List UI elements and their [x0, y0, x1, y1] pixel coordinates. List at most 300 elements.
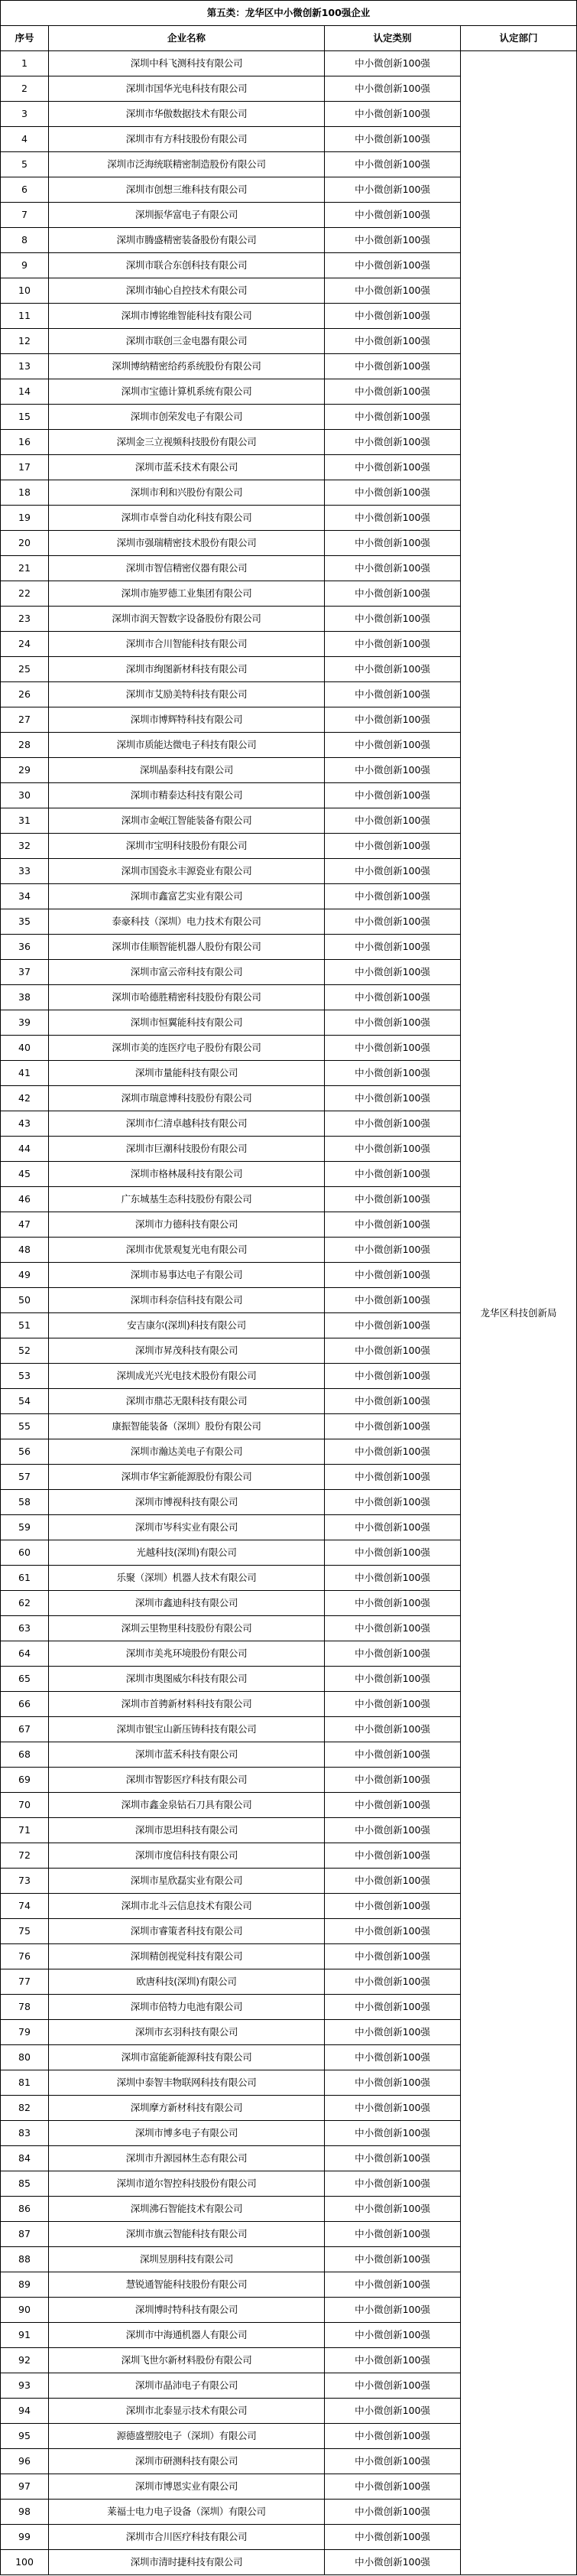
category-cell: 中小微创新100强	[325, 884, 461, 909]
row-index: 3	[1, 102, 49, 127]
company-name: 深圳市精泰达科技有限公司	[49, 783, 325, 808]
category-cell: 中小微创新100强	[325, 1465, 461, 1490]
company-name: 深圳市北斗云信息技术有限公司	[49, 1894, 325, 1919]
category-cell: 中小微创新100强	[325, 1414, 461, 1439]
row-index: 91	[1, 2323, 49, 2348]
row-index: 35	[1, 909, 49, 935]
company-name: 深圳市北泰显示技术有限公司	[49, 2399, 325, 2424]
category-cell: 中小微创新100强	[325, 2020, 461, 2045]
company-name: 深圳市利和兴股份有限公司	[49, 480, 325, 506]
row-index: 20	[1, 531, 49, 556]
category-cell: 中小微创新100强	[325, 2045, 461, 2070]
company-name: 深圳中泰智丰物联网科技有限公司	[49, 2070, 325, 2096]
row-index: 61	[1, 1566, 49, 1591]
category-cell: 中小微创新100强	[325, 480, 461, 506]
row-index: 32	[1, 834, 49, 859]
company-name: 深圳市宝德计算机系统有限公司	[49, 379, 325, 405]
company-name: 深圳市中海通机器人有限公司	[49, 2323, 325, 2348]
category-cell: 中小微创新100强	[325, 102, 461, 127]
category-cell: 中小微创新100强	[325, 1288, 461, 1313]
company-name: 深圳市润天智数字设备股份有限公司	[49, 607, 325, 632]
company-name: 深圳市易事达电子有限公司	[49, 1263, 325, 1288]
row-index: 73	[1, 1869, 49, 1894]
category-cell: 中小微创新100强	[325, 1010, 461, 1036]
category-cell: 中小微创新100强	[325, 2474, 461, 2500]
company-name: 深圳市强瑞精密技术股份有限公司	[49, 531, 325, 556]
company-name: 深圳市鑫迪科技有限公司	[49, 1591, 325, 1616]
company-name: 深圳市度信科技有限公司	[49, 1843, 325, 1869]
header-row	[1, 26, 577, 51]
row-index: 94	[1, 2399, 49, 2424]
row-index: 89	[1, 2272, 49, 2298]
category-cell: 中小微创新100强	[325, 733, 461, 758]
row-index: 93	[1, 2373, 49, 2399]
row-index: 69	[1, 1768, 49, 1793]
category-cell: 中小微创新100强	[325, 253, 461, 278]
row-index: 41	[1, 1061, 49, 1086]
row-index: 55	[1, 1414, 49, 1439]
company-name: 深圳精创视觉科技有限公司	[49, 1944, 325, 1969]
company-name: 深圳市博视科技有限公司	[49, 1490, 325, 1515]
row-index: 96	[1, 2449, 49, 2474]
row-index: 87	[1, 2222, 49, 2247]
company-name: 深圳市鼎芯无限科技有限公司	[49, 1389, 325, 1414]
company-name: 深圳振华富电子有限公司	[49, 203, 325, 228]
category-cell: 中小微创新100强	[325, 2096, 461, 2121]
company-name: 泰豪科技（深圳）电力技术有限公司	[49, 909, 325, 935]
category-cell: 中小微创新100强	[325, 506, 461, 531]
row-index: 15	[1, 405, 49, 430]
company-name: 深圳沸石智能技术有限公司	[49, 2197, 325, 2222]
row-index: 60	[1, 1540, 49, 1566]
table-title: 第五类：龙华区中小微创新100强企业	[1, 1, 577, 26]
row-index: 65	[1, 1667, 49, 1692]
row-index: 44	[1, 1137, 49, 1162]
row-index: 16	[1, 430, 49, 455]
company-name: 深圳昱朋科技有限公司	[49, 2247, 325, 2272]
company-name: 深圳市旗云智能科技有限公司	[49, 2222, 325, 2247]
category-cell: 中小微创新100强	[325, 935, 461, 960]
title-row	[1, 1, 577, 26]
row-index: 86	[1, 2197, 49, 2222]
company-name: 深圳市有方科技股份有限公司	[49, 127, 325, 152]
row-index: 88	[1, 2247, 49, 2272]
category-cell: 中小微创新100强	[325, 1818, 461, 1843]
company-name: 深圳市智信精密仪器有限公司	[49, 556, 325, 581]
row-index: 92	[1, 2348, 49, 2373]
category-cell: 中小微创新100强	[325, 2323, 461, 2348]
row-index: 79	[1, 2020, 49, 2045]
row-index: 6	[1, 177, 49, 203]
row-index: 98	[1, 2500, 49, 2525]
category-cell: 中小微创新100强	[325, 1036, 461, 1061]
row-index: 66	[1, 1692, 49, 1717]
category-cell: 中小微创新100强	[325, 51, 461, 76]
row-index: 63	[1, 1616, 49, 1641]
row-index: 75	[1, 1919, 49, 1944]
row-index: 77	[1, 1969, 49, 1995]
row-index: 9	[1, 253, 49, 278]
company-name: 深圳市国瓷永丰源瓷业有限公司	[49, 859, 325, 884]
company-name: 深圳市佳顺智能机器人股份有限公司	[49, 935, 325, 960]
row-index: 56	[1, 1439, 49, 1465]
category-cell: 中小微创新100强	[325, 960, 461, 985]
company-name: 深圳市国华光电科技有限公司	[49, 76, 325, 102]
row-index: 8	[1, 228, 49, 253]
row-index: 30	[1, 783, 49, 808]
company-name: 深圳博时特科技有限公司	[49, 2298, 325, 2323]
row-index: 31	[1, 808, 49, 834]
company-name: 深圳市首骋新材料科技有限公司	[49, 1692, 325, 1717]
company-name: 深圳市昇茂科技有限公司	[49, 1338, 325, 1364]
row-index: 80	[1, 2045, 49, 2070]
category-cell: 中小微创新100强	[325, 682, 461, 707]
category-cell: 中小微创新100强	[325, 228, 461, 253]
company-name: 深圳市腾盛精密装备股份有限公司	[49, 228, 325, 253]
category-cell: 中小微创新100强	[325, 985, 461, 1010]
category-cell: 中小微创新100强	[325, 1162, 461, 1187]
category-cell: 中小微创新100强	[325, 1894, 461, 1919]
company-name: 深圳市施罗德工业集团有限公司	[49, 581, 325, 607]
row-index: 70	[1, 1793, 49, 1818]
company-name: 深圳市道尔智控科技股份有限公司	[49, 2171, 325, 2197]
category-cell: 中小微创新100强	[325, 1389, 461, 1414]
category-cell: 中小微创新100强	[325, 1641, 461, 1667]
category-cell: 中小微创新100强	[325, 1490, 461, 1515]
company-name: 深圳市富云帝科技有限公司	[49, 960, 325, 985]
row-index: 19	[1, 506, 49, 531]
row-index: 62	[1, 1591, 49, 1616]
row-index: 54	[1, 1389, 49, 1414]
company-name: 深圳市博辉特科技有限公司	[49, 707, 325, 733]
row-index: 57	[1, 1465, 49, 1490]
category-cell: 中小微创新100强	[325, 2146, 461, 2171]
category-cell: 中小微创新100强	[325, 632, 461, 657]
company-name: 深圳市鑫金泉钻石刀具有限公司	[49, 1793, 325, 1818]
category-cell: 中小微创新100强	[325, 1969, 461, 1995]
company-name: 深圳云里物里科技股份有限公司	[49, 1616, 325, 1641]
category-cell: 中小微创新100强	[325, 1238, 461, 1263]
company-name: 莱福士电力电子设备（深圳）有限公司	[49, 2500, 325, 2525]
row-index: 97	[1, 2474, 49, 2500]
row-index: 13	[1, 354, 49, 379]
company-name: 深圳市哈德胜精密科技股份有限公司	[49, 985, 325, 1010]
category-cell: 中小微创新100强	[325, 1137, 461, 1162]
company-name: 深圳市质能达微电子科技有限公司	[49, 733, 325, 758]
company-name: 深圳市巨潮科技股份有限公司	[49, 1137, 325, 1162]
row-index: 51	[1, 1313, 49, 1338]
company-name: 深圳市研测科技有限公司	[49, 2449, 325, 2474]
department-cell: 龙华区科技创新局	[461, 51, 577, 2575]
row-index: 74	[1, 1894, 49, 1919]
category-cell: 中小微创新100强	[325, 2222, 461, 2247]
category-cell: 中小微创新100强	[325, 455, 461, 480]
company-name: 深圳市力德科技有限公司	[49, 1212, 325, 1238]
category-cell: 中小微创新100强	[325, 1212, 461, 1238]
category-cell: 中小微创新100强	[325, 1338, 461, 1364]
category-cell: 中小微创新100强	[325, 2272, 461, 2298]
category-cell: 中小微创新100强	[325, 707, 461, 733]
category-cell: 中小微创新100强	[325, 859, 461, 884]
company-name: 深圳市华宝新能源股份有限公司	[49, 1465, 325, 1490]
company-name: 深圳市创想三维科技有限公司	[49, 177, 325, 203]
company-name: 深圳市金岷江智能装备有限公司	[49, 808, 325, 834]
row-index: 26	[1, 682, 49, 707]
company-name: 康振智能装备（深圳）股份有限公司	[49, 1414, 325, 1439]
category-cell: 中小微创新100强	[325, 556, 461, 581]
company-name: 深圳市星欣磊实业有限公司	[49, 1869, 325, 1894]
category-cell: 中小微创新100强	[325, 581, 461, 607]
company-name: 深圳市博多电子有限公司	[49, 2121, 325, 2146]
row-index: 17	[1, 455, 49, 480]
category-cell: 中小微创新100强	[325, 2298, 461, 2323]
company-name: 深圳市仁清卓越科技有限公司	[49, 1111, 325, 1137]
company-name: 深圳市睿策者科技有限公司	[49, 1919, 325, 1944]
row-index: 23	[1, 607, 49, 632]
category-cell: 中小微创新100强	[325, 177, 461, 203]
category-cell: 中小微创新100强	[325, 1061, 461, 1086]
category-cell: 中小微创新100强	[325, 1591, 461, 1616]
row-index: 14	[1, 379, 49, 405]
company-name: 光越科技(深圳)有限公司	[49, 1540, 325, 1566]
row-index: 11	[1, 304, 49, 329]
company-name: 深圳市美兆环境股份有限公司	[49, 1641, 325, 1667]
row-index: 67	[1, 1717, 49, 1742]
company-name: 深圳市富能新能源科技有限公司	[49, 2045, 325, 2070]
row-index: 4	[1, 127, 49, 152]
row-index: 71	[1, 1818, 49, 1843]
row-index: 25	[1, 657, 49, 682]
company-name: 深圳市卓誉自动化科技有限公司	[49, 506, 325, 531]
company-name: 深圳市晶沛电子有限公司	[49, 2373, 325, 2399]
category-cell: 中小微创新100强	[325, 834, 461, 859]
category-cell: 中小微创新100强	[325, 1086, 461, 1111]
company-name: 深圳市华傲数据技术有限公司	[49, 102, 325, 127]
company-name: 广东城基生态科技股份有限公司	[49, 1187, 325, 1212]
category-cell: 中小微创新100强	[325, 1793, 461, 1818]
company-name: 源德盛塑胶电子（深圳）有限公司	[49, 2424, 325, 2449]
row-index: 5	[1, 152, 49, 177]
company-name: 深圳市鑫富艺实业有限公司	[49, 884, 325, 909]
row-index: 52	[1, 1338, 49, 1364]
company-name: 深圳市联创三金电器有限公司	[49, 329, 325, 354]
category-cell: 中小微创新100强	[325, 1869, 461, 1894]
company-name: 深圳市泛海统联精密制造股份有限公司	[49, 152, 325, 177]
company-name: 深圳市艾励美特科技有限公司	[49, 682, 325, 707]
category-cell: 中小微创新100强	[325, 2070, 461, 2096]
company-name: 深圳市瀚达美电子有限公司	[49, 1439, 325, 1465]
company-name: 深圳摩方新材科技有限公司	[49, 2096, 325, 2121]
company-name: 深圳市思坦科技有限公司	[49, 1818, 325, 1843]
category-cell: 中小微创新100强	[325, 379, 461, 405]
category-cell: 中小微创新100强	[325, 2550, 461, 2575]
row-index: 76	[1, 1944, 49, 1969]
row-index: 18	[1, 480, 49, 506]
category-cell: 中小微创新100强	[325, 1540, 461, 1566]
row-index: 85	[1, 2171, 49, 2197]
company-name: 深圳市智影医疗科技有限公司	[49, 1768, 325, 1793]
company-name: 安吉康尔(深圳)科技有限公司	[49, 1313, 325, 1338]
row-index: 34	[1, 884, 49, 909]
category-cell: 中小微创新100强	[325, 808, 461, 834]
row-index: 49	[1, 1263, 49, 1288]
row-index: 82	[1, 2096, 49, 2121]
category-cell: 中小微创新100强	[325, 607, 461, 632]
company-name: 深圳市升源园林生态有限公司	[49, 2146, 325, 2171]
row-index: 38	[1, 985, 49, 1010]
category-cell: 中小微创新100强	[325, 1944, 461, 1969]
company-name: 深圳市瑞意博科技股份有限公司	[49, 1086, 325, 1111]
category-cell: 中小微创新100强	[325, 1111, 461, 1137]
company-name: 深圳市科奈信科技有限公司	[49, 1288, 325, 1313]
company-name: 深圳金三立视频科技股份有限公司	[49, 430, 325, 455]
row-index: 10	[1, 278, 49, 304]
company-name: 深圳中科飞测科技有限公司	[49, 51, 325, 76]
row-index: 90	[1, 2298, 49, 2323]
company-name: 深圳市合川智能科技有限公司	[49, 632, 325, 657]
category-cell: 中小微创新100强	[325, 2247, 461, 2272]
category-cell: 中小微创新100强	[325, 1742, 461, 1768]
row-index: 36	[1, 935, 49, 960]
row-index: 1	[1, 51, 49, 76]
row-index: 48	[1, 1238, 49, 1263]
row-index: 59	[1, 1515, 49, 1540]
row-index: 39	[1, 1010, 49, 1036]
company-name: 深圳晶泰科技有限公司	[49, 758, 325, 783]
row-index: 22	[1, 581, 49, 607]
category-cell: 中小微创新100强	[325, 430, 461, 455]
row-index: 42	[1, 1086, 49, 1111]
company-name: 慧锐通智能科技股份有限公司	[49, 2272, 325, 2298]
category-cell: 中小微创新100强	[325, 1919, 461, 1944]
category-cell: 中小微创新100强	[325, 1263, 461, 1288]
row-index: 50	[1, 1288, 49, 1313]
row-index: 12	[1, 329, 49, 354]
row-index: 99	[1, 2525, 49, 2550]
row-index: 24	[1, 632, 49, 657]
company-name: 深圳市清时捷科技有限公司	[49, 2550, 325, 2575]
category-cell: 中小微创新100强	[325, 1439, 461, 1465]
category-cell: 中小微创新100强	[325, 2121, 461, 2146]
row-index: 7	[1, 203, 49, 228]
row-index: 53	[1, 1364, 49, 1389]
row-index: 84	[1, 2146, 49, 2171]
category-cell: 中小微创新100强	[325, 1364, 461, 1389]
row-index: 47	[1, 1212, 49, 1238]
category-cell: 中小微创新100强	[325, 1692, 461, 1717]
category-cell: 中小微创新100强	[325, 329, 461, 354]
header-department: 认定部门	[461, 26, 577, 51]
category-cell: 中小微创新100强	[325, 304, 461, 329]
company-name: 深圳市博恩实业有限公司	[49, 2474, 325, 2500]
category-cell: 中小微创新100强	[325, 2525, 461, 2550]
row-index: 29	[1, 758, 49, 783]
row-index: 27	[1, 707, 49, 733]
company-name: 深圳市量能科技有限公司	[49, 1061, 325, 1086]
category-cell: 中小微创新100强	[325, 783, 461, 808]
header-index: 序号	[1, 26, 49, 51]
category-cell: 中小微创新100强	[325, 2399, 461, 2424]
row-index: 45	[1, 1162, 49, 1187]
company-name: 深圳市恒翼能科技有限公司	[49, 1010, 325, 1036]
category-cell: 中小微创新100强	[325, 1843, 461, 1869]
category-cell: 中小微创新100强	[325, 2449, 461, 2474]
table-row	[1, 51, 577, 76]
company-name: 深圳市绚图新材科技有限公司	[49, 657, 325, 682]
row-index: 64	[1, 1641, 49, 1667]
category-cell: 中小微创新100强	[325, 2348, 461, 2373]
company-name: 深圳市奥图威尔科技有限公司	[49, 1667, 325, 1692]
company-name: 深圳市蓝禾技术有限公司	[49, 455, 325, 480]
category-cell: 中小微创新100强	[325, 531, 461, 556]
row-index: 68	[1, 1742, 49, 1768]
row-index: 2	[1, 76, 49, 102]
category-cell: 中小微创新100强	[325, 2373, 461, 2399]
company-name: 深圳市创荣发电子有限公司	[49, 405, 325, 430]
company-name: 深圳市合川医疗科技有限公司	[49, 2525, 325, 2550]
category-cell: 中小微创新100强	[325, 1187, 461, 1212]
category-cell: 中小微创新100强	[325, 1515, 461, 1540]
company-name: 深圳飞世尔新材料股份有限公司	[49, 2348, 325, 2373]
row-index: 37	[1, 960, 49, 985]
company-name: 深圳博纳精密给药系统股份有限公司	[49, 354, 325, 379]
company-name: 深圳市格林晟科技有限公司	[49, 1162, 325, 1187]
row-index: 43	[1, 1111, 49, 1137]
company-name: 深圳市银宝山新压铸科技有限公司	[49, 1717, 325, 1742]
row-index: 78	[1, 1995, 49, 2020]
category-cell: 中小微创新100强	[325, 1667, 461, 1692]
company-name: 深圳成光兴光电技术股份有限公司	[49, 1364, 325, 1389]
company-name: 深圳市蓝禾科技有限公司	[49, 1742, 325, 1768]
category-cell: 中小微创新100强	[325, 657, 461, 682]
company-name: 深圳市轴心自控技术有限公司	[49, 278, 325, 304]
company-name: 深圳市倍特力电池有限公司	[49, 1995, 325, 2020]
row-index: 58	[1, 1490, 49, 1515]
table-body	[1, 51, 577, 2575]
category-cell: 中小微创新100强	[325, 1313, 461, 1338]
row-index: 46	[1, 1187, 49, 1212]
category-cell: 中小微创新100强	[325, 127, 461, 152]
category-cell: 中小微创新100强	[325, 1717, 461, 1742]
category-cell: 中小微创新100强	[325, 278, 461, 304]
row-index: 21	[1, 556, 49, 581]
row-index: 95	[1, 2424, 49, 2449]
category-cell: 中小微创新100强	[325, 1768, 461, 1793]
category-cell: 中小微创新100强	[325, 2171, 461, 2197]
category-cell: 中小微创新100强	[325, 1566, 461, 1591]
category-cell: 中小微创新100强	[325, 203, 461, 228]
row-index: 33	[1, 859, 49, 884]
category-cell: 中小微创新100强	[325, 1995, 461, 2020]
company-name: 深圳市优景观复光电有限公司	[49, 1238, 325, 1263]
company-name: 深圳市宝明科技股份有限公司	[49, 834, 325, 859]
company-name: 深圳市博铭维智能科技有限公司	[49, 304, 325, 329]
row-index: 81	[1, 2070, 49, 2096]
category-cell: 中小微创新100强	[325, 152, 461, 177]
company-name: 深圳市联合东创科技有限公司	[49, 253, 325, 278]
category-cell: 中小微创新100强	[325, 2424, 461, 2449]
row-index: 83	[1, 2121, 49, 2146]
category-cell: 中小微创新100强	[325, 76, 461, 102]
company-name: 深圳市美的连医疗电子股份有限公司	[49, 1036, 325, 1061]
category-cell: 中小微创新100强	[325, 405, 461, 430]
category-cell: 中小微创新100强	[325, 758, 461, 783]
company-name: 深圳市岑科实业有限公司	[49, 1515, 325, 1540]
row-index: 28	[1, 733, 49, 758]
header-company: 企业名称	[49, 26, 325, 51]
category-cell: 中小微创新100强	[325, 2500, 461, 2525]
company-name: 乐聚（深圳）机器人技术有限公司	[49, 1566, 325, 1591]
